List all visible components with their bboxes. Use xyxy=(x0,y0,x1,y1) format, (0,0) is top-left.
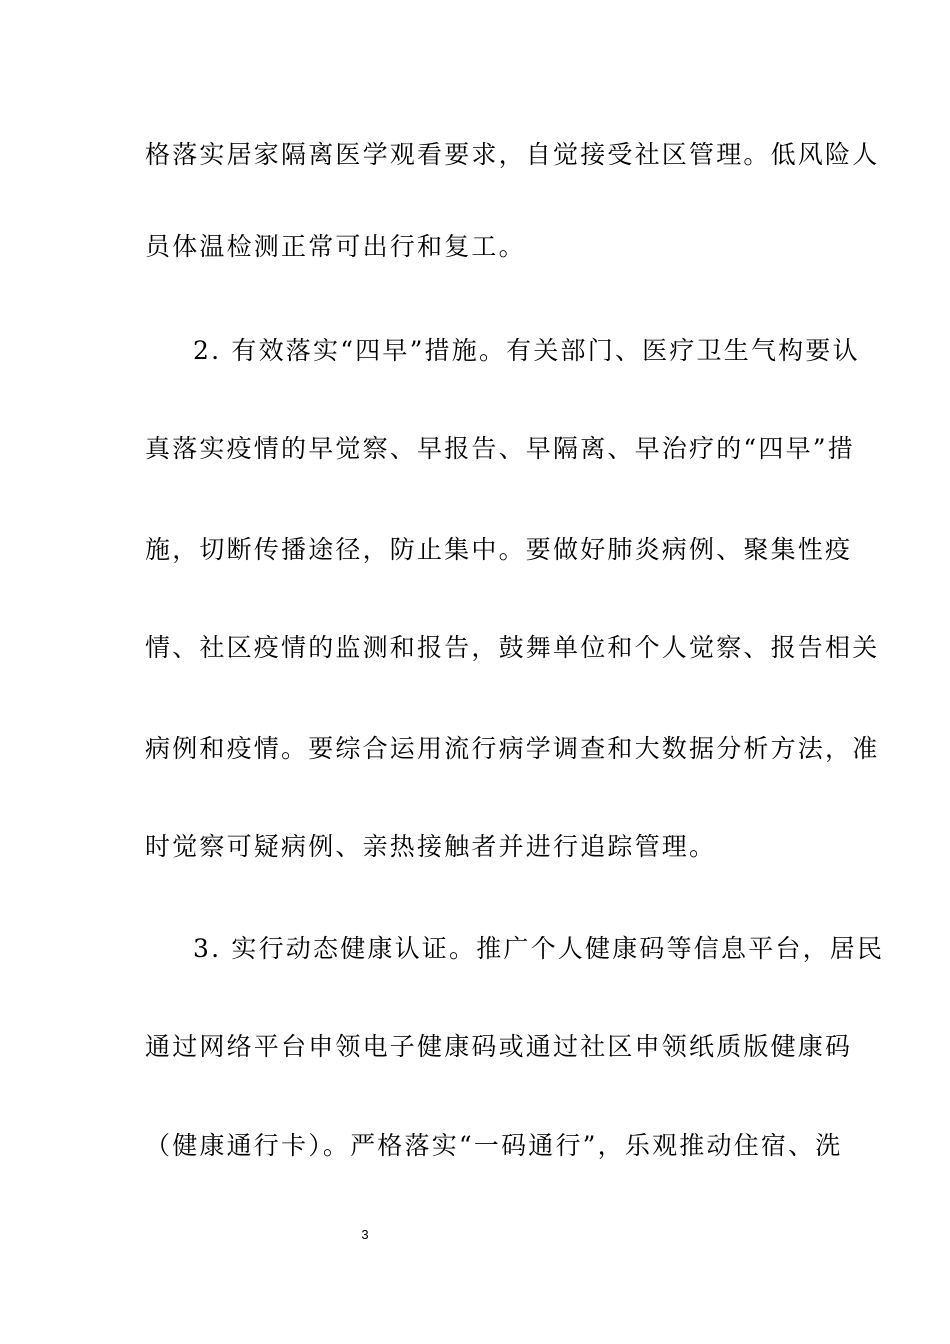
body-text-line: （健康通行卡）。严格落实“一码通行”，乐观推动住宿、洗 xyxy=(145,1131,843,1160)
body-text-line: 施，切断传播途径，防止集中。要做好肺炎病例、聚集性疫 xyxy=(145,535,853,564)
body-text-line: 病例和疫情。要综合运用流行病学调查和大数据分析方法，准 xyxy=(145,734,880,763)
page-number: 3 xyxy=(361,1227,369,1242)
body-text-line: 格落实居家隔离医学观看要求，自觉接受社区管理。低风险人 xyxy=(145,140,880,169)
paragraph-start-line: 3. 实行动态健康认证。推广个人健康码等信息平台，居民 xyxy=(193,934,885,963)
body-text-line: 真落实疫情的早觉察、早报告、早隔离、早治疗的“四早”措 xyxy=(145,434,855,463)
body-text-line: 员体温检测正常可出行和复工。 xyxy=(145,232,526,261)
body-text-line: 通过网络平台申领电子健康码或通过社区申领纸质版健康码 xyxy=(145,1032,853,1061)
body-text-line: 情、社区疫情的监测和报告，鼓舞单位和个人觉察、报告相关 xyxy=(145,633,880,662)
body-text-line: 时觉察可疑病例、亲热接触者并进行追踪管理。 xyxy=(145,832,717,861)
paragraph-start-line: 2. 有效落实“四早”措施。有关部门、医疗卫生气构要认 xyxy=(193,336,860,365)
